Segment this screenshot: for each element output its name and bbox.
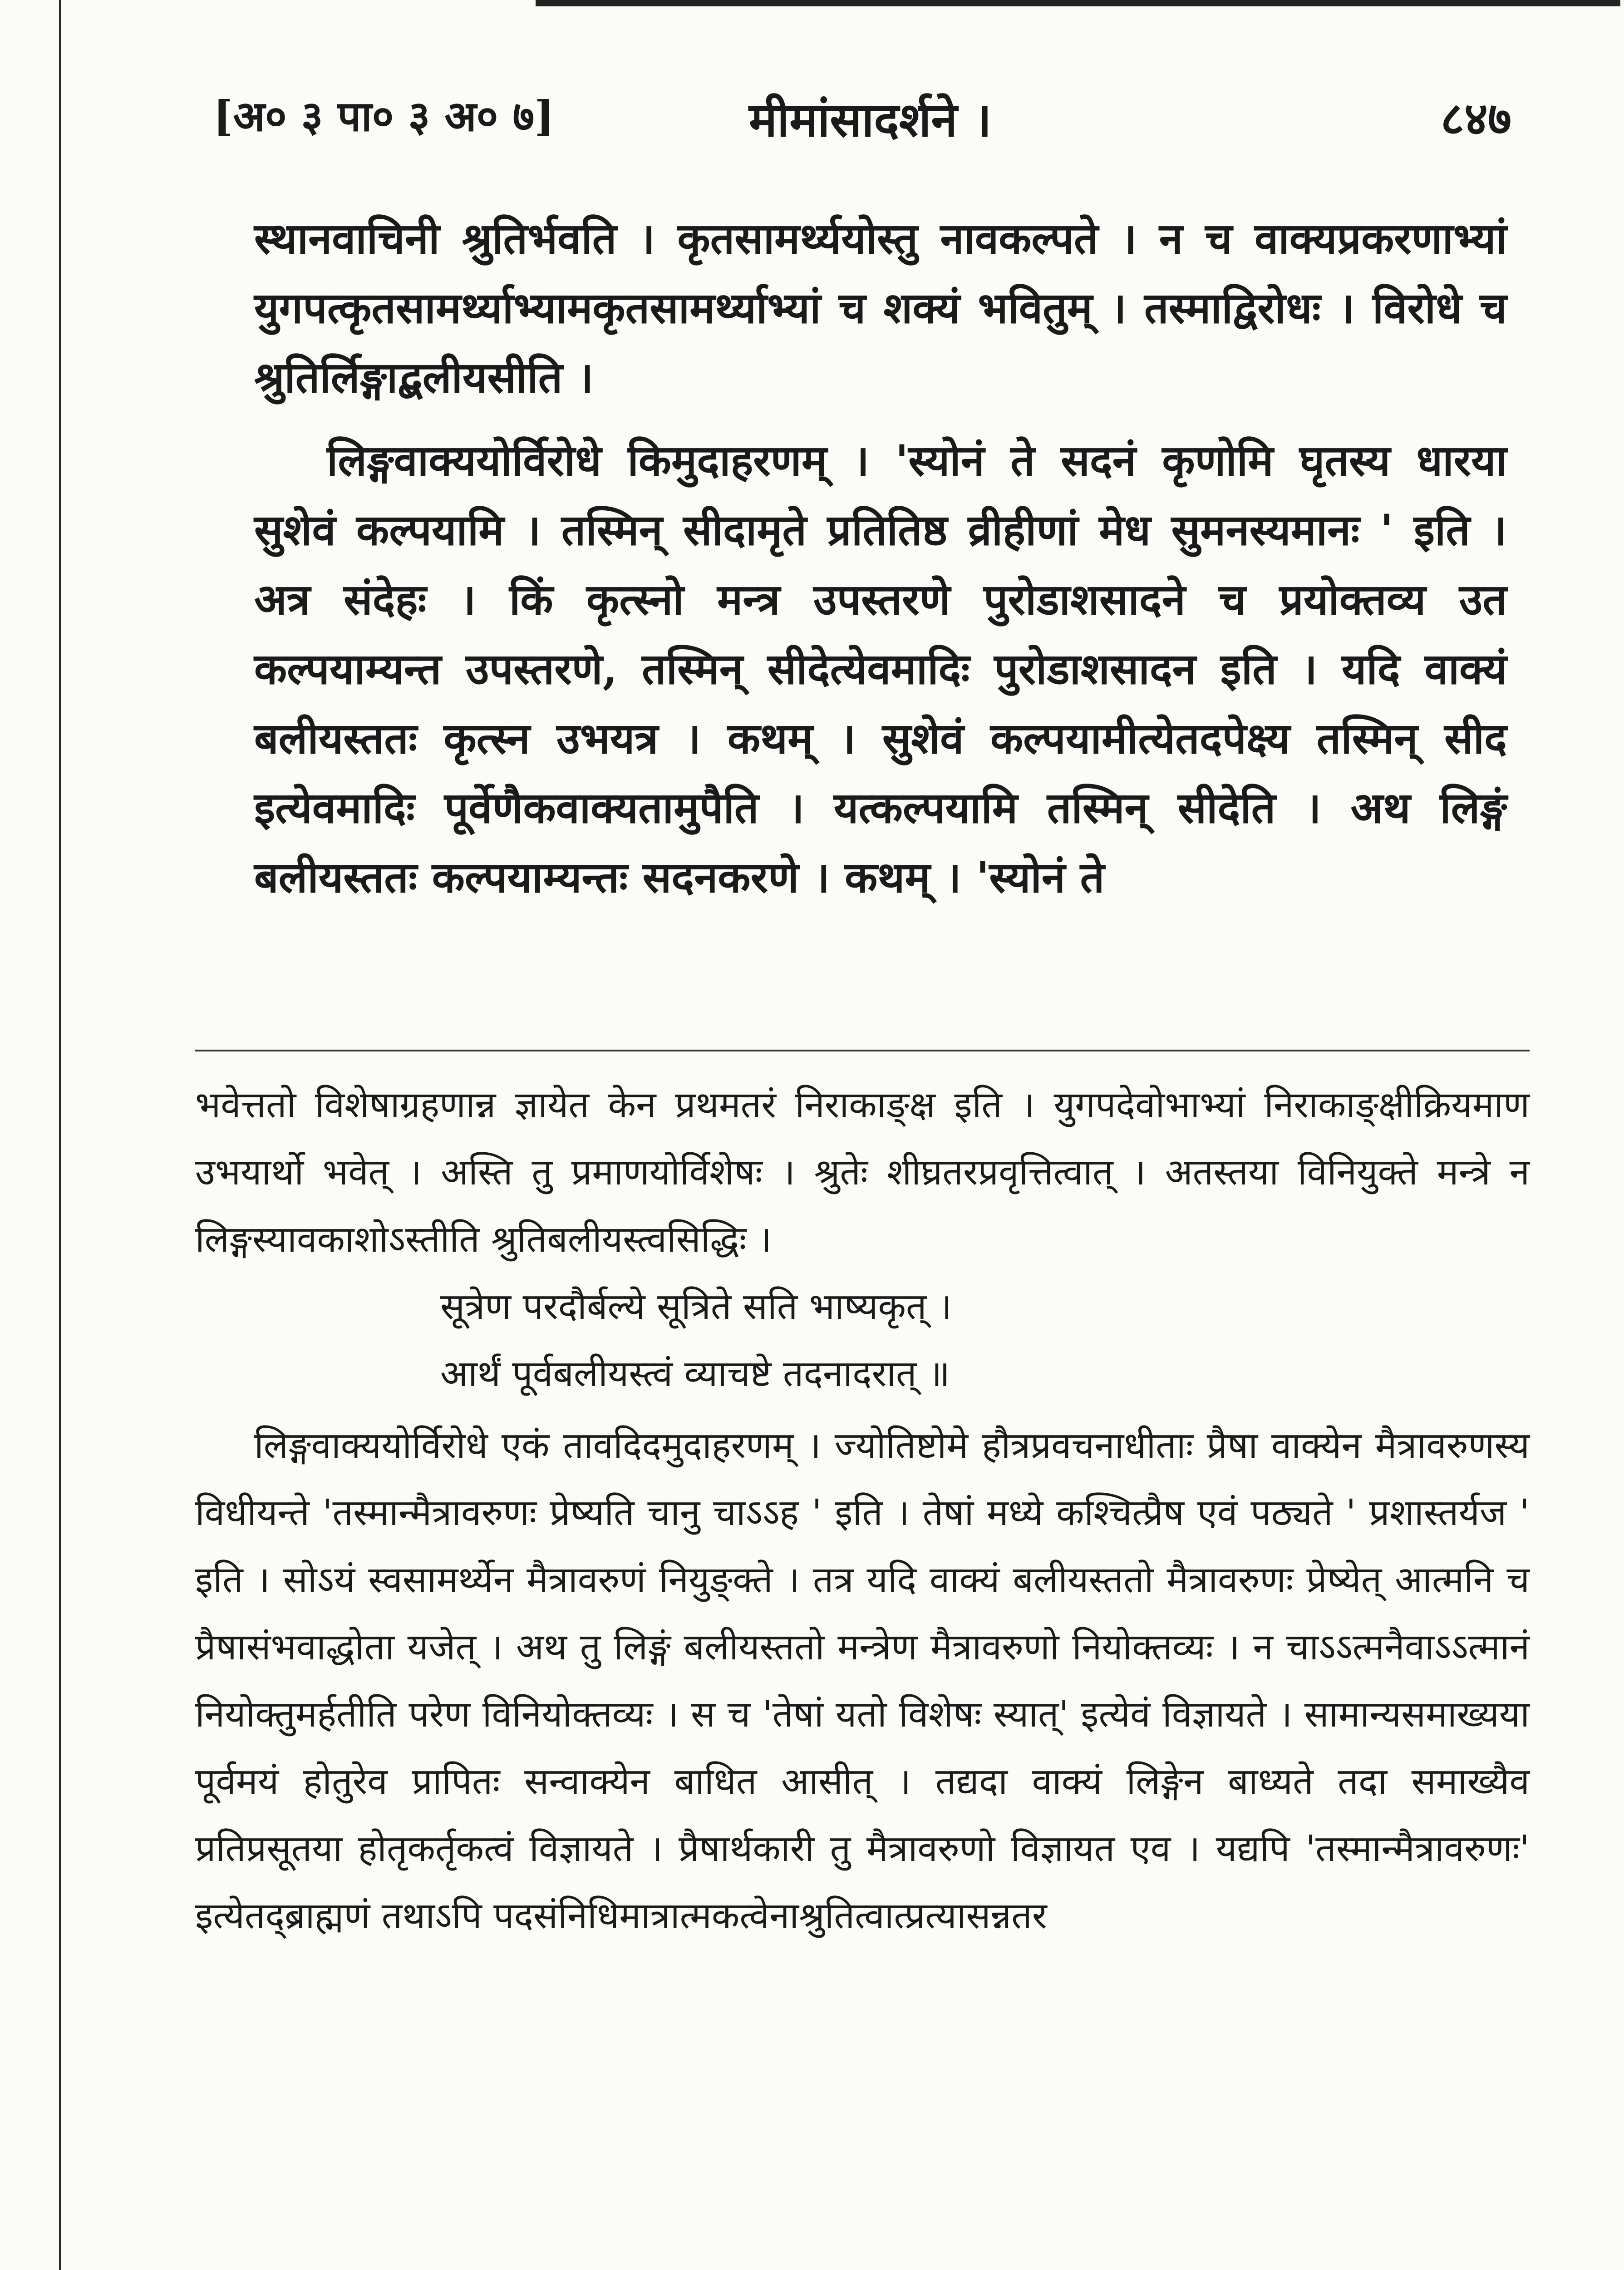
commentary-paragraph: भवेत्ततो विशेषाग्रहणान्न ज्ञायेत केन प्रथमतरं निराकाङ्क्ष इति । युगपदेवोभाभ्यां निराकाङ्क्षीक्रियमाण उभयार्थो भवेत् । अस्ति तु प्रमाणयोर्विशेषः । श्रुतेः शीघ्रतरप्रवृत्तित्वात् । अतस्तया विनियुक्ते मन्त्रे न लिङ्गस्यावकाशोऽस्तीति श्रुतिबलीयस्त्वसिद्धिः ।: [195, 1084, 1530, 1260]
section-divider: [195, 1050, 1530, 1051]
top-rule: [536, 0, 1620, 6]
main-text-block: [254, 204, 1507, 913]
chapter-reference: [अ० ३ पा० ३ अ० ७]: [213, 92, 554, 141]
verse-line: सूत्रेण परदौर्बल्ये सूत्रिते सति भाष्यकृत् ।: [440, 1285, 952, 1327]
book-title: मीमांसादर्शने ।: [749, 92, 992, 148]
running-header: [213, 86, 1511, 163]
commentary-block: [195, 1071, 1530, 1949]
page-number: ८४७: [1441, 92, 1511, 145]
commentary-paragraph: लिङ्गवाक्ययोर्विरोधे एकं तावदिदमुदाहरणम् । ज्योतिष्टोमे हौत्रप्रवचनाधीताः प्रैषा वाक्येन मैत्रावरुणस्य विधीयन्ते 'तस्मान्मैत्रावरुणः प्रेष्यति चानु चाऽऽह ' इति । तेषां मध्ये कश्चित्प्रैष एवं पठ्यते ' प्रशास्तर्यज ' इति । सोऽयं स्वसामर्थ्येन मैत्रावरुणं नियुङ्क्ते । तत्र यदि वाक्यं बलीयस्ततो मैत्रावरुणः प्रेष्येत् आत्मनि च प्रैषासंभवाद्धोता यजेत् । अथ तु लिङ्गं बलीयस्ततो मन्त्रेण मैत्रावरुणो नियोक्तव्यः । न चाऽऽत्मनैवाऽऽत्मानं नियोक्तुमर्हतीति परेण विनियोक्तव्यः । स च 'तेषां यतो विशेषः स्यात्' इत्येवं विज्ञायते । सामान्यसमाख्यया पूर्वमयं होतुरेव प्रापितः सन्वाक्येन बाधित आसीत् । तद्यदा वाक्यं लिङ्गेन बाध्यते तदा समाख्यैव प्रतिप्रसूतया होतृकर्तृकत्वं विज्ञायते । प्रैषार्थकारी तु मैत्रावरुणो विज्ञायत एव । यद्यपि 'तस्मान्मैत्रावरुणः' इत्येतद्ब्राह्मणं तथाऽपि पदसंनिधिमात्रात्मकत्वेनाश्रुतित्वात्प्रत्यासन्नतर: [195, 1424, 1530, 1937]
verse-line: आर्थं पूर्वबलीयस्त्वं व्याचष्टे तदनादरात् ॥: [440, 1352, 950, 1395]
main-paragraph: स्थानवाचिनी श्रुतिर्भवति । कृतसामर्थ्ययोस्तु नावकल्पते । न च वाक्यप्रकरणाभ्यां युगपत्कृतसामर्थ्याभ्यामकृतसामर्थ्याभ्यां च शक्यं भवितुम् । तस्माद्विरोधः । विरोधे च श्रुतिर्लिङ्गाद्बलीयसीति ।: [254, 214, 1507, 403]
main-paragraph: लिङ्गवाक्ययोर्विरोधे किमुदाहरणम् । 'स्योनं ते सदनं कृणोमि घृतस्य धारया सुशेवं कल्पयामि । तस्मिन् सीदामृते प्रतितिष्ठ व्रीहीणां मेध सुमनस्यमानः ' इति । अत्र संदेहः । किं कृत्स्नो मन्त्र उपस्तरणे पुरोडाशसादने च प्रयोक्तव्य उत कल्पयाम्यन्त उपस्तरणे, तस्मिन् सीदेत्येवमादिः पुरोडाशसादन इति । यदि वाक्यं बलीयस्ततः कृत्स्न उभयत्र । कथम् । सुशेवं कल्पयामीत्येतदपेक्ष्य तस्मिन् सीद इत्येवमादिः पूर्वेणैकवाक्यतामुपैति । यत्कल्पयामि तस्मिन् सीदेति । अथ लिङ्गं बलीयस्ततः कल्पयाम्यन्तः सदनकरणे । कथम् । 'स्योनं ते: [254, 436, 1507, 903]
left-margin-rule: [59, 0, 61, 2270]
